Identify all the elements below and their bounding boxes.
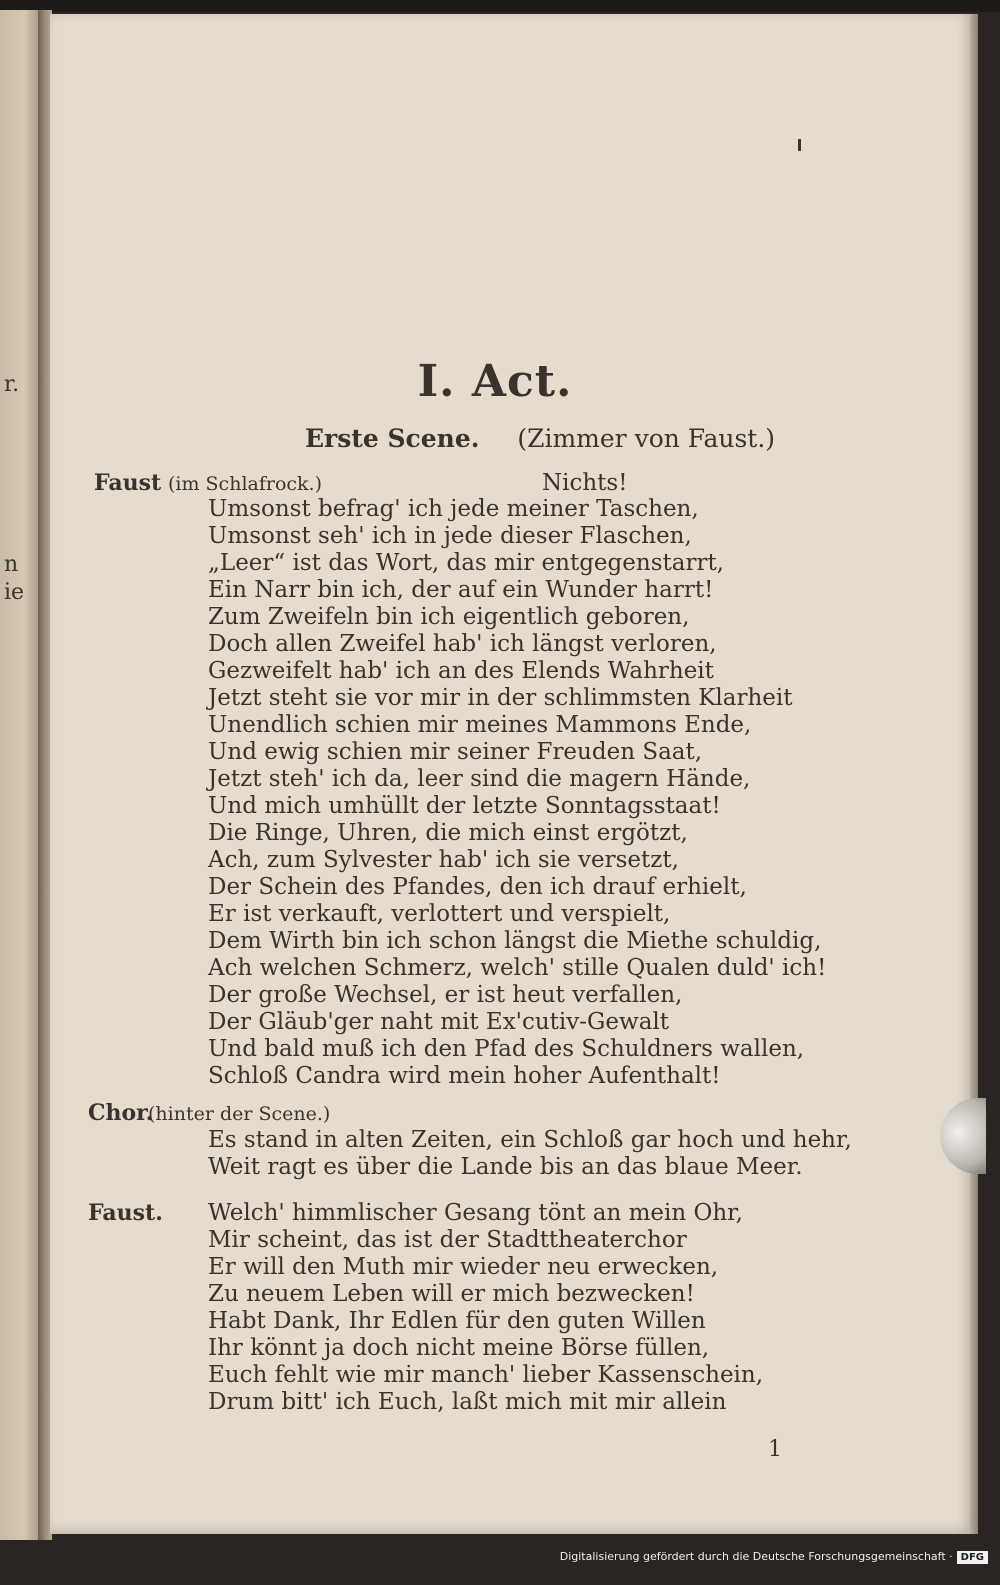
verse-line: Doch allen Zweifel hab' ich längst verloren, — [208, 631, 717, 657]
verse-line: Zu neuem Leben will er mich bezwecken! — [208, 1281, 695, 1307]
speaker-faust: Faust — [94, 470, 162, 496]
scene-setting: (Zimmer von Faust.) — [517, 424, 776, 453]
verse-line: Umsonst seh' ich in jede dieser Flaschen, — [208, 523, 692, 549]
facing-page-fragment: ie — [4, 580, 25, 605]
verse-line: Er will den Muth mir wieder neu erwecken, — [208, 1254, 719, 1280]
ink-speck — [798, 139, 801, 151]
verse-line: Euch fehlt wie mir manch' lieber Kassenschein, — [208, 1362, 764, 1388]
verse-line: Weit ragt es über die Lande bis an das blaue Meer. — [208, 1154, 803, 1180]
speaker-chor: Chor. — [88, 1100, 154, 1126]
verse-line: Die Ringe, Uhren, die mich einst ergötzt, — [208, 820, 688, 846]
verse-line: Habt Dank, Ihr Edlen für den guten Willen — [208, 1308, 706, 1334]
verse-line: Der große Wechsel, er ist heut verfallen, — [208, 982, 683, 1008]
verse-line: Zum Zweifeln bin ich eigentlich geboren, — [208, 604, 690, 630]
page-number: 1 — [768, 1437, 782, 1462]
act-title: I. Act. — [417, 356, 573, 407]
verse-line: Dem Wirth bin ich schon längst die Miethe schuldig, — [208, 928, 822, 954]
verse-line: Drum bitt' ich Euch, laßt mich mit mir allein — [208, 1389, 727, 1415]
stage-direction: (im Schlafrock.) — [168, 473, 323, 495]
verse-line: Der Gläub'ger naht mit Ex'cutiv-Gewalt — [208, 1009, 670, 1035]
verse-line: Ach welchen Schmerz, welch' stille Qualen duld' ich! — [208, 955, 827, 981]
page-stack-edge — [970, 14, 978, 1534]
scene-heading — [305, 424, 775, 453]
verse-line: Und ewig schien mir seiner Freuden Saat, — [208, 739, 703, 765]
verse-line: Ihr könnt ja doch nicht meine Börse füllen, — [208, 1335, 710, 1361]
verse-line: Jetzt steh' ich da, leer sind die magern Hände, — [208, 766, 751, 792]
speaker-faust: Faust. — [88, 1200, 163, 1226]
verse-line: Er ist verkauft, verlottert und verspielt, — [208, 901, 671, 927]
facing-page-edge — [0, 10, 40, 1540]
verse-line: Nichts! — [542, 470, 628, 496]
verse-line: Und bald muß ich den Pfad des Schuldners wallen, — [208, 1036, 805, 1062]
verse-line: Ein Narr bin ich, der auf ein Wunder harrt! — [208, 577, 714, 603]
verse-line: Unendlich schien mir meines Mammons Ende, — [208, 712, 752, 738]
verse-line: Und mich umhüllt der letzte Sonntagsstaat! — [208, 793, 721, 819]
verse-line: Umsonst befrag' ich jede meiner Taschen, — [208, 496, 699, 522]
stage-direction: (hinter der Scene.) — [148, 1103, 331, 1125]
verse-line: Ach, zum Sylvester hab' ich sie versetzt, — [208, 847, 679, 873]
verse-line: Jetzt steht sie vor mir in der schlimmsten Klarheit — [208, 685, 793, 711]
verse-line: Welch' himmlischer Gesang tönt an mein Ohr, — [208, 1200, 743, 1226]
book-page — [50, 14, 970, 1534]
verse-line: Es stand in alten Zeiten, ein Schloß gar hoch und hehr, — [208, 1127, 852, 1153]
verse-line: Gezweifelt hab' ich an des Elends Wahrheit — [208, 658, 714, 684]
dfg-logo: DFG — [957, 1551, 988, 1564]
verse-line: Der Schein des Pfandes, den ich drauf erhielt, — [208, 874, 747, 900]
scene-name: Erste Scene. — [305, 424, 480, 453]
digitization-footer — [560, 1550, 988, 1564]
scan-background — [0, 0, 1000, 12]
footer-credit: Digitalisierung gefördert durch die Deutsche Forschungsgemeinschaft · — [559, 1550, 953, 1563]
verse-line: Schloß Candra wird mein hoher Aufenthalt! — [208, 1063, 721, 1089]
verse-line: Mir scheint, das ist der Stadttheaterchor — [208, 1227, 687, 1253]
verse-line: „Leer“ ist das Wort, das mir entgegenstarrt, — [208, 550, 724, 576]
facing-page-fragment: n — [4, 552, 19, 577]
facing-page-fragment: r. — [4, 372, 20, 397]
